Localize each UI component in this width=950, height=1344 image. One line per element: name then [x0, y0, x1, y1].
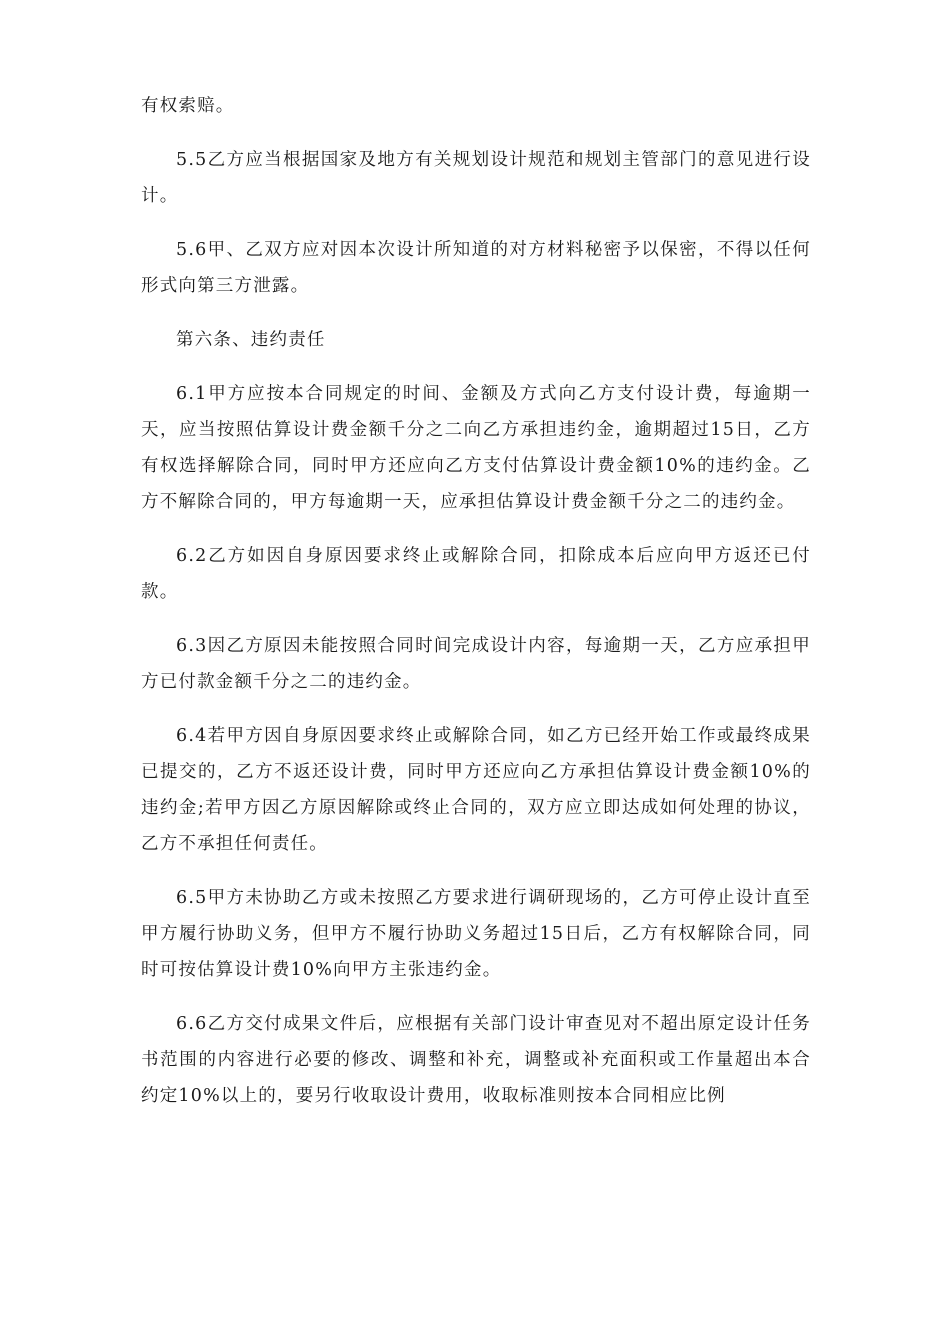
clause-5-6: 5.6甲、乙双方应对因本次设计所知道的对方材料秘密予以保密，不得以任何形式向第三方泄露。: [141, 240, 811, 296]
document-body: [141, 88, 811, 1132]
clause-5-5: 5.5乙方应当根据国家及地方有关规划设计规范和规划主管部门的意见进行设计。: [141, 150, 811, 206]
clause-6-5: 6.5甲方未协助乙方或未按照乙方要求进行调研现场的，乙方可停止设计直至甲方履行协助义务，但甲方不履行协助义务超过15日后，乙方有权解除合同，同时可按估算设计费10%向甲方主张违约金。: [141, 888, 811, 980]
clause-6-1: 6.1甲方应按本合同规定的时间、金额及方式向乙方支付设计费，每逾期一天，应当按照估算设计费金额千分之二向乙方承担违约金，逾期超过15日，乙方有权选择解除合同，同时甲方还应向乙方支付估算设计费金额10%的违约金。乙方不解除合同的，甲方每逾期一天，应承担估算设计费金额千分之二的违约金。: [141, 384, 811, 512]
clause-6-6: 6.6乙方交付成果文件后，应根据有关部门设计审查见对不超出原定设计任务书范围的内容进行必要的修改、调整和补充，调整或补充面积或工作量超出本合约定10%以上的，要另行收取设计费用，收取标准则按本合同相应比例: [141, 1014, 811, 1106]
clause-6-3: 6.3因乙方原因未能按照合同时间完成设计内容，每逾期一天，乙方应承担甲方已付款金额千分之二的违约金。: [141, 636, 811, 692]
article-6-heading: 第六条、违约责任: [176, 330, 326, 350]
paragraph-continuation: 有权索赔。: [141, 96, 235, 116]
clause-6-2: 6.2乙方如因自身原因要求终止或解除合同，扣除成本后应向甲方返还已付款。: [141, 546, 811, 602]
clause-6-4: 6.4若甲方因自身原因要求终止或解除合同，如乙方已经开始工作或最终成果已提交的，乙方不返还设计费，同时甲方还应向乙方承担估算设计费金额10%的违约金;若甲方因乙方原因解除或终止合同的，双方应立即达成如何处理的协议，乙方不承担任何责任。: [141, 726, 811, 854]
